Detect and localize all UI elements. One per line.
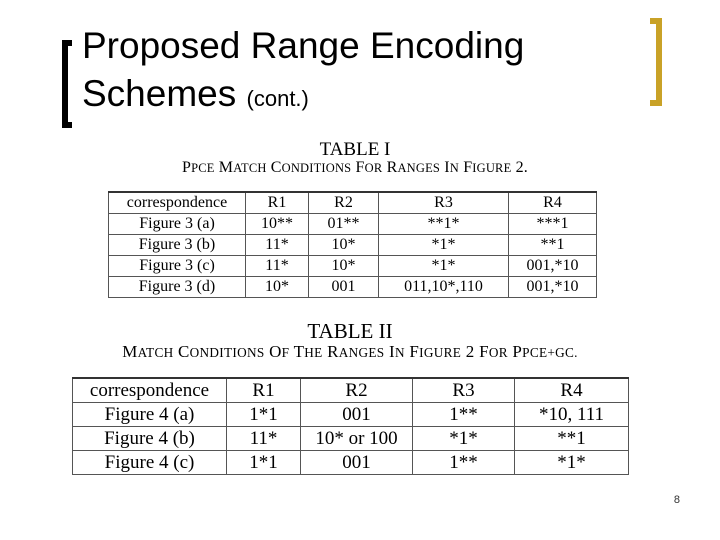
header-cell: R1: [227, 378, 301, 403]
table-cell: 001: [301, 403, 413, 427]
table-row: [73, 427, 629, 451]
table-cell: 001,*10: [509, 277, 597, 298]
table-cell: *1*: [413, 427, 515, 451]
table-cell: Figure 3 (a): [109, 214, 246, 235]
table1-subtitle: PPCE MATCH CONDITIONS FOR RANGES IN FIGURE 2.: [181, 159, 529, 176]
table-cell: 1*1: [227, 403, 301, 427]
header-cell: R2: [309, 192, 379, 214]
page-number: 8: [673, 494, 680, 506]
right-bracket-decoration: [650, 18, 662, 106]
header-cell: R3: [379, 192, 509, 214]
header-cell: R4: [515, 378, 629, 403]
table-row: [109, 277, 597, 298]
table-cell: 01**: [309, 214, 379, 235]
table-row: [109, 214, 597, 235]
header-cell: R3: [413, 378, 515, 403]
table-row: [109, 256, 597, 277]
table-row: [109, 235, 597, 256]
table-cell: 11*: [246, 256, 309, 277]
table-cell: *1*: [515, 451, 629, 475]
table-row: [73, 451, 629, 475]
table2-caption: TABLE II: [307, 319, 393, 343]
table-row: [73, 403, 629, 427]
table-header-row: [73, 378, 629, 403]
table-cell: 1**: [413, 451, 515, 475]
table-cell: Figure 4 (c): [73, 451, 227, 475]
header-cell: correspondence: [109, 192, 246, 214]
table-cell: 001: [309, 277, 379, 298]
table-cell: Figure 3 (b): [109, 235, 246, 256]
table-cell: Figure 3 (c): [109, 256, 246, 277]
table-cell: **1: [509, 235, 597, 256]
table-cell: 011,10*,110: [379, 277, 509, 298]
table1: [108, 191, 597, 298]
table-cell: *1*: [379, 256, 509, 277]
table-cell: 10**: [246, 214, 309, 235]
table-cell: 10*: [246, 277, 309, 298]
table2: [72, 377, 629, 475]
table2-subtitle: MATCH CONDITIONS OF THE RANGES IN FIGURE 2 FOR PPCE+GC.: [122, 342, 578, 361]
table-header-row: [109, 192, 597, 214]
left-bracket-decoration: [62, 40, 72, 128]
header-cell: R2: [301, 378, 413, 403]
table-cell: Figure 3 (d): [109, 277, 246, 298]
table-cell: 10*: [309, 256, 379, 277]
table-cell: **1: [515, 427, 629, 451]
table-cell: *10, 111: [515, 403, 629, 427]
slide-title: [82, 22, 524, 123]
table-cell: 001,*10: [509, 256, 597, 277]
table-cell: 10*: [309, 235, 379, 256]
header-cell: correspondence: [73, 378, 227, 403]
table-cell: 1*1: [227, 451, 301, 475]
slide-title-suffix: (cont.): [246, 86, 309, 111]
table-cell: 11*: [246, 235, 309, 256]
table-cell: Figure 4 (a): [73, 403, 227, 427]
table-cell: 1**: [413, 403, 515, 427]
table1-caption: TABLE I: [319, 139, 391, 160]
header-cell: R4: [509, 192, 597, 214]
table-cell: 10* or 100: [301, 427, 413, 451]
table-cell: 11*: [227, 427, 301, 451]
table-cell: **1*: [379, 214, 509, 235]
table-cell: 001: [301, 451, 413, 475]
header-cell: R1: [246, 192, 309, 214]
slide-title-main: Proposed Range Encoding Schemes: [82, 25, 525, 114]
table-cell: Figure 4 (b): [73, 427, 227, 451]
table-cell: *1*: [379, 235, 509, 256]
table-cell: ***1: [509, 214, 597, 235]
